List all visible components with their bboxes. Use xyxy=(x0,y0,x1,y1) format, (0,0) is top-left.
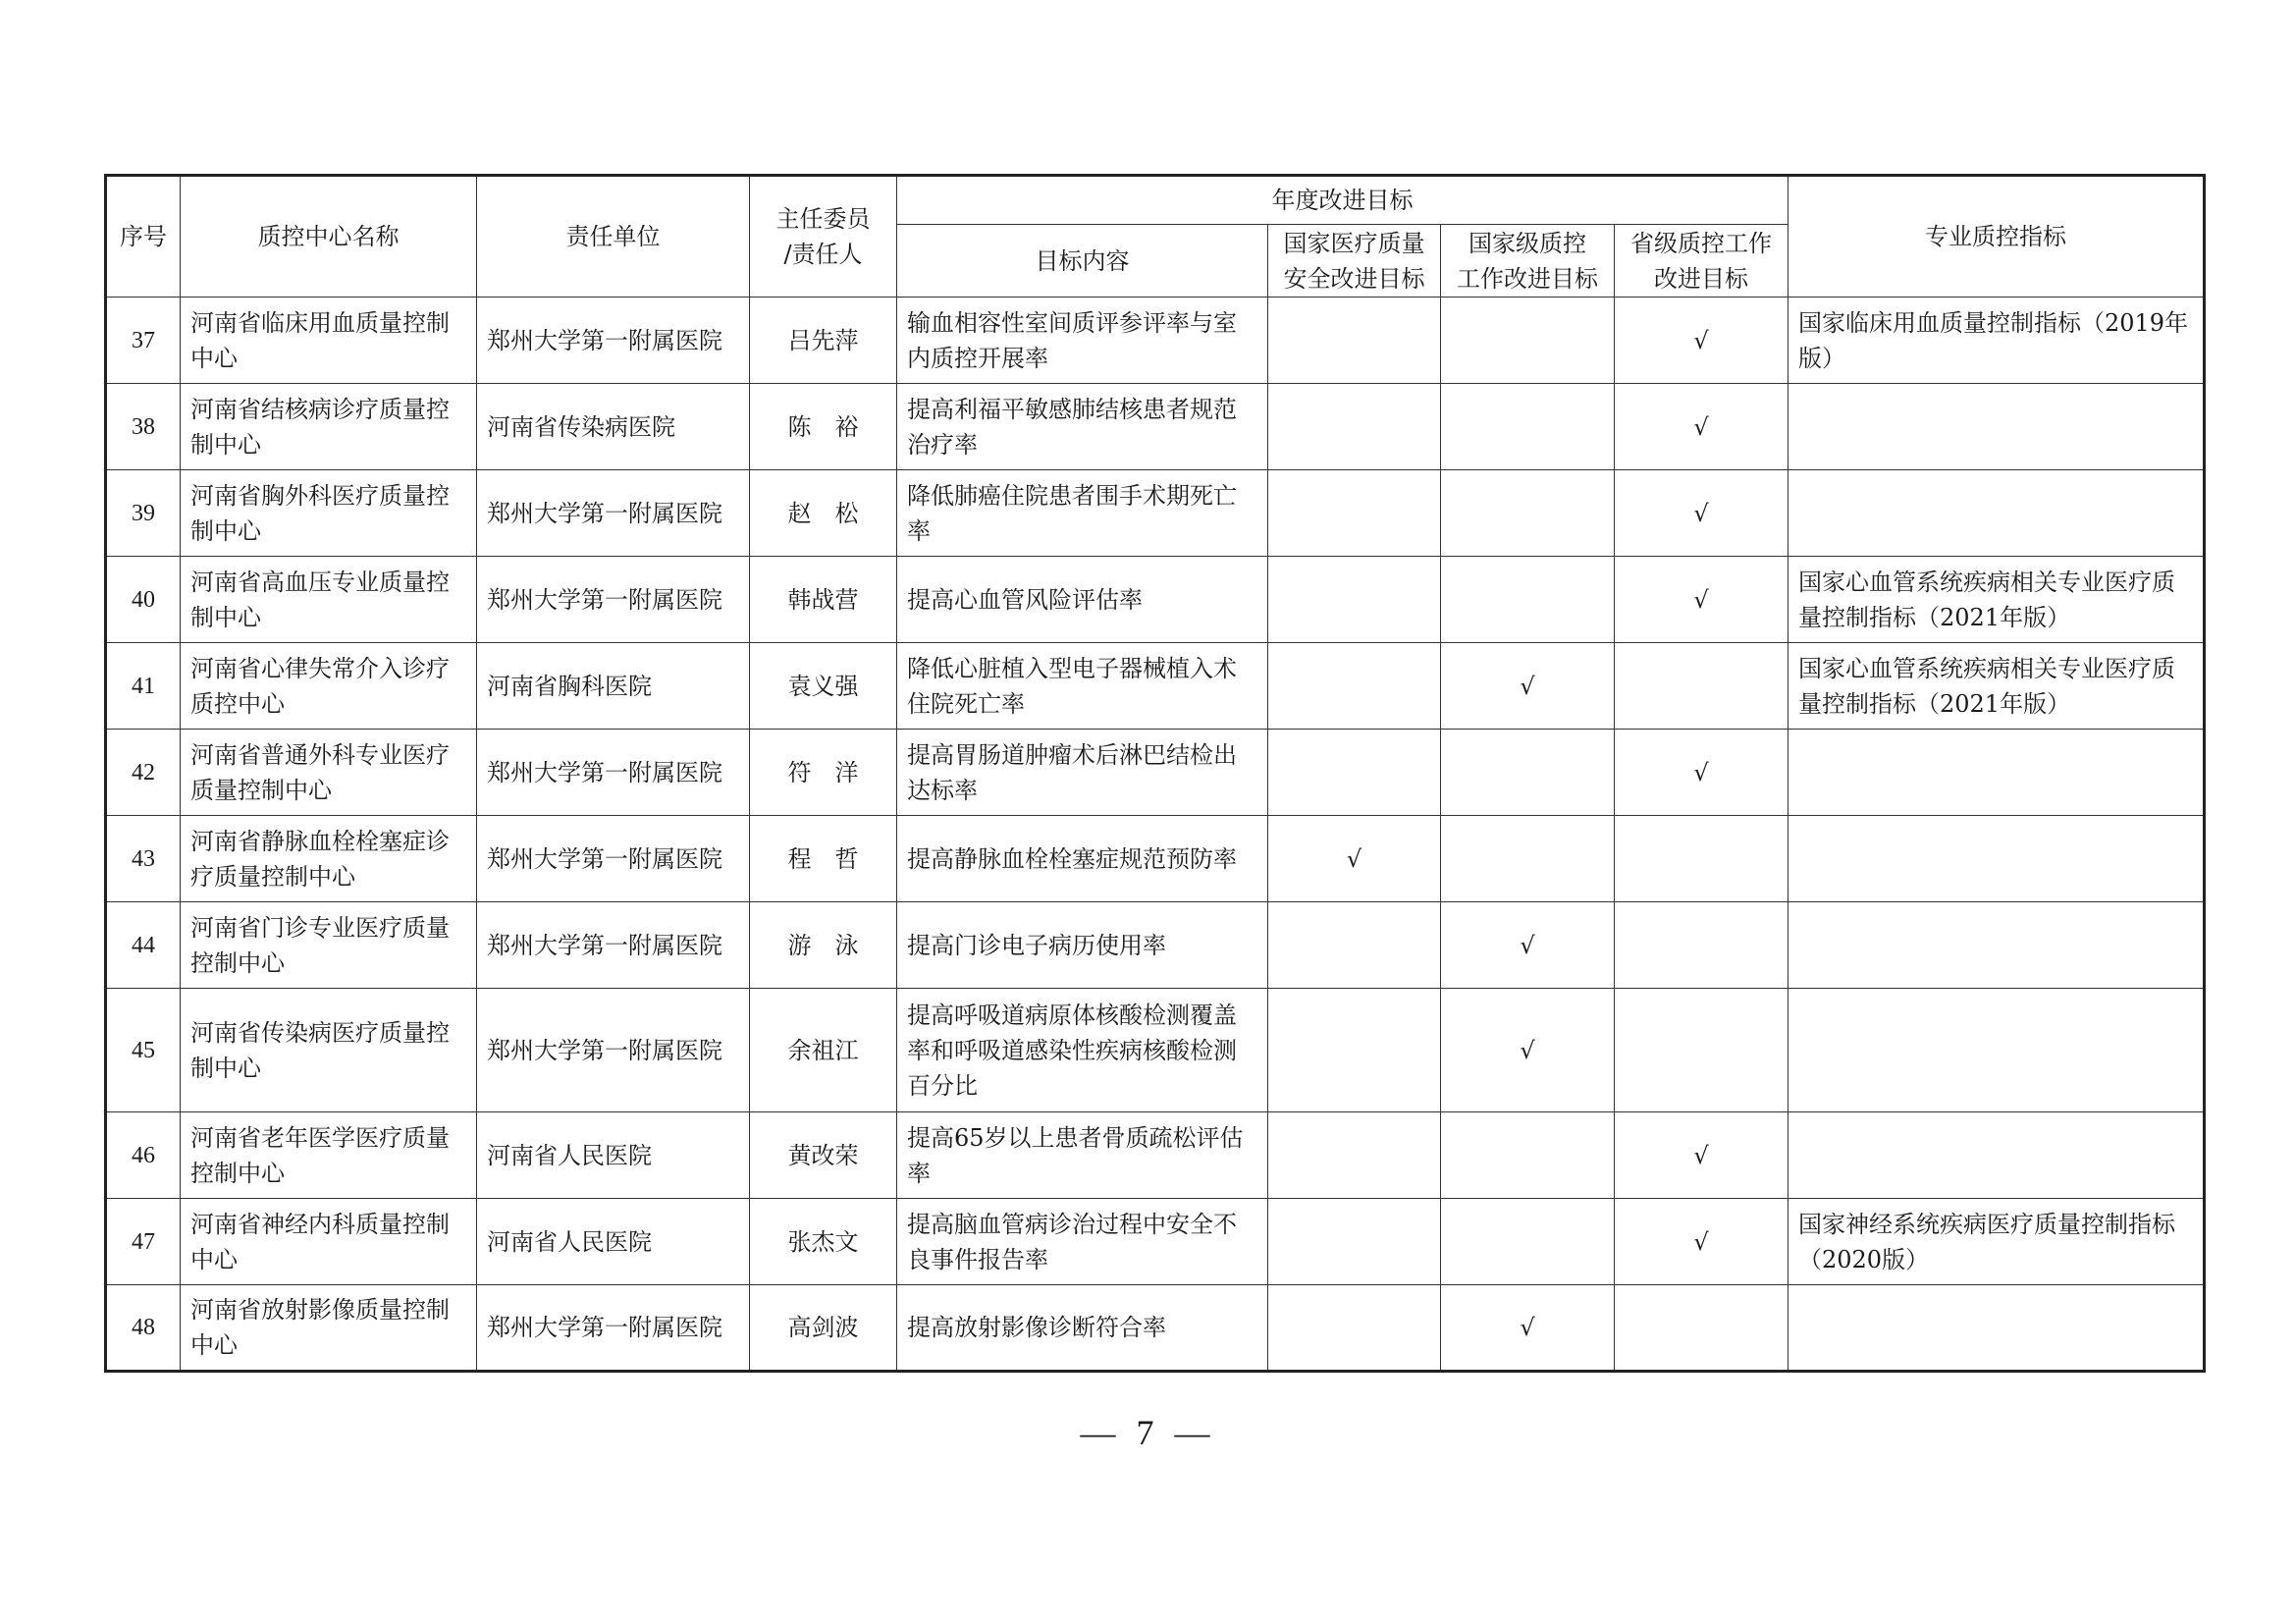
row-provincial-check xyxy=(1615,989,1789,1112)
row-seq: 38 xyxy=(106,384,181,470)
row-provincial-check: √ xyxy=(1615,557,1789,643)
row-unit: 郑州大学第一附属医院 xyxy=(477,557,750,643)
row-goal-content: 提高门诊电子病历使用率 xyxy=(897,902,1268,989)
row-center-name: 河南省普通外科专业医疗质量控制中心 xyxy=(181,730,477,816)
row-unit: 郑州大学第一附属医院 xyxy=(477,470,750,557)
row-seq: 46 xyxy=(106,1112,181,1199)
row-seq: 45 xyxy=(106,989,181,1112)
row-chair: 游 泳 xyxy=(750,902,897,989)
row-goal-content: 提高脑血管病诊治过程中安全不良事件报告率 xyxy=(897,1199,1268,1285)
row-center-name: 河南省临床用血质量控制中心 xyxy=(181,298,477,384)
row-provincial-check xyxy=(1615,1285,1789,1372)
table-row xyxy=(106,1199,2205,1285)
row-chair: 程 哲 xyxy=(750,816,897,902)
row-goal-content: 提高心血管风险评估率 xyxy=(897,557,1268,643)
row-indicator xyxy=(1789,384,2205,470)
table-row xyxy=(106,384,2205,470)
header-indicators: 专业质控指标 xyxy=(1789,176,2205,298)
row-provincial-check: √ xyxy=(1615,1112,1789,1199)
row-indicator xyxy=(1789,816,2205,902)
row-chair: 韩战营 xyxy=(750,557,897,643)
row-national-work-check: √ xyxy=(1441,989,1615,1112)
row-national-work-check xyxy=(1441,730,1615,816)
row-unit: 郑州大学第一附属医院 xyxy=(477,989,750,1112)
row-center-name: 河南省传染病医疗质量控制中心 xyxy=(181,989,477,1112)
row-unit: 郑州大学第一附属医院 xyxy=(477,816,750,902)
row-indicator xyxy=(1789,1285,2205,1372)
row-indicator xyxy=(1789,730,2205,816)
table-row xyxy=(106,643,2205,730)
row-national-safety-check xyxy=(1268,384,1441,470)
row-unit: 郑州大学第一附属医院 xyxy=(477,730,750,816)
row-chair: 符 洋 xyxy=(750,730,897,816)
row-provincial-check xyxy=(1615,902,1789,989)
row-national-safety-check xyxy=(1268,470,1441,557)
table-row xyxy=(106,902,2205,989)
row-seq: 39 xyxy=(106,470,181,557)
row-center-name: 河南省老年医学医疗质量控制中心 xyxy=(181,1112,477,1199)
header-provincial-goal: 省级质控工作 改进目标 xyxy=(1615,225,1789,298)
row-indicator xyxy=(1789,989,2205,1112)
row-center-name: 河南省静脉血栓栓塞症诊疗质量控制中心 xyxy=(181,816,477,902)
header-goal-content: 目标内容 xyxy=(897,225,1268,298)
row-goal-content: 提高放射影像诊断符合率 xyxy=(897,1285,1268,1372)
header-national-work-goal: 国家级质控 工作改进目标 xyxy=(1441,225,1615,298)
row-goal-content: 提高65岁以上患者骨质疏松评估率 xyxy=(897,1112,1268,1199)
row-national-work-check xyxy=(1441,298,1615,384)
row-chair: 吕先萍 xyxy=(750,298,897,384)
row-chair: 张杰文 xyxy=(750,1199,897,1285)
row-goal-content: 降低肺癌住院患者围手术期死亡率 xyxy=(897,470,1268,557)
row-national-work-check xyxy=(1441,816,1615,902)
row-goal-content: 降低心脏植入型电子器械植入术住院死亡率 xyxy=(897,643,1268,730)
table-row xyxy=(106,1285,2205,1372)
row-indicator: 国家神经系统疾病医疗质量控制指标（2020版） xyxy=(1789,1199,2205,1285)
header-national-safety-goal: 国家医疗质量 安全改进目标 xyxy=(1268,225,1441,298)
row-indicator: 国家临床用血质量控制指标（2019年版） xyxy=(1789,298,2205,384)
row-center-name: 河南省神经内科质量控制中心 xyxy=(181,1199,477,1285)
row-national-work-check xyxy=(1441,384,1615,470)
row-unit: 郑州大学第一附属医院 xyxy=(477,1285,750,1372)
row-goal-content: 提高静脉血栓栓塞症规范预防率 xyxy=(897,816,1268,902)
table-row xyxy=(106,557,2205,643)
table-row xyxy=(106,989,2205,1112)
row-center-name: 河南省胸外科医疗质量控制中心 xyxy=(181,470,477,557)
row-provincial-check: √ xyxy=(1615,1199,1789,1285)
row-goal-content: 提高利福平敏感肺结核患者规范治疗率 xyxy=(897,384,1268,470)
row-seq: 37 xyxy=(106,298,181,384)
row-seq: 44 xyxy=(106,902,181,989)
row-chair: 陈 裕 xyxy=(750,384,897,470)
row-goal-content: 输血相容性室间质评参评率与室内质控开展率 xyxy=(897,298,1268,384)
table-row xyxy=(106,816,2205,902)
row-center-name: 河南省门诊专业医疗质量控制中心 xyxy=(181,902,477,989)
row-indicator xyxy=(1789,1112,2205,1199)
row-indicator: 国家心血管系统疾病相关专业医疗质量控制指标（2021年版） xyxy=(1789,557,2205,643)
table-row xyxy=(106,298,2205,384)
row-unit: 郑州大学第一附属医院 xyxy=(477,902,750,989)
row-seq: 42 xyxy=(106,730,181,816)
header-annual-goals: 年度改进目标 xyxy=(897,176,1789,225)
table-header xyxy=(106,176,2205,298)
row-unit: 河南省人民医院 xyxy=(477,1199,750,1285)
row-seq: 40 xyxy=(106,557,181,643)
row-center-name: 河南省心律失常介入诊疗质控中心 xyxy=(181,643,477,730)
row-national-safety-check xyxy=(1268,557,1441,643)
row-seq: 48 xyxy=(106,1285,181,1372)
row-national-work-check: √ xyxy=(1441,643,1615,730)
row-national-work-check: √ xyxy=(1441,902,1615,989)
row-provincial-check: √ xyxy=(1615,470,1789,557)
row-chair: 袁义强 xyxy=(750,643,897,730)
row-national-safety-check xyxy=(1268,989,1441,1112)
row-national-safety-check xyxy=(1268,902,1441,989)
row-indicator: 国家心血管系统疾病相关专业医疗质量控制指标（2021年版） xyxy=(1789,643,2205,730)
row-unit: 河南省胸科医院 xyxy=(477,643,750,730)
row-national-work-check: √ xyxy=(1441,1285,1615,1372)
row-center-name: 河南省高血压专业质量控制中心 xyxy=(181,557,477,643)
row-chair: 黄改荣 xyxy=(750,1112,897,1199)
row-chair: 赵 松 xyxy=(750,470,897,557)
row-unit: 河南省人民医院 xyxy=(477,1112,750,1199)
quality-control-table xyxy=(104,174,2206,1373)
row-goal-content: 提高呼吸道病原体核酸检测覆盖率和呼吸道感染性疾病核酸检测百分比 xyxy=(897,989,1268,1112)
row-seq: 41 xyxy=(106,643,181,730)
row-national-safety-check xyxy=(1268,1199,1441,1285)
row-unit: 河南省传染病医院 xyxy=(477,384,750,470)
row-national-work-check xyxy=(1441,1112,1615,1199)
row-provincial-check xyxy=(1615,816,1789,902)
row-national-work-check xyxy=(1441,557,1615,643)
row-national-safety-check xyxy=(1268,1112,1441,1199)
row-seq: 43 xyxy=(106,816,181,902)
row-national-safety-check: √ xyxy=(1268,816,1441,902)
header-chair: 主任委员 /责任人 xyxy=(750,176,897,298)
page-number: — 7 — xyxy=(1080,1413,1216,1452)
row-national-work-check xyxy=(1441,1199,1615,1285)
row-provincial-check: √ xyxy=(1615,730,1789,816)
row-national-safety-check xyxy=(1268,298,1441,384)
header-responsible-unit: 责任单位 xyxy=(477,176,750,298)
row-chair: 余祖江 xyxy=(750,989,897,1112)
row-chair: 高剑波 xyxy=(750,1285,897,1372)
table-body xyxy=(106,298,2205,1372)
row-national-safety-check xyxy=(1268,643,1441,730)
row-national-work-check xyxy=(1441,470,1615,557)
row-provincial-check: √ xyxy=(1615,298,1789,384)
table-row xyxy=(106,730,2205,816)
row-provincial-check: √ xyxy=(1615,384,1789,470)
row-indicator xyxy=(1789,902,2205,989)
table-row xyxy=(106,1112,2205,1199)
row-center-name: 河南省结核病诊疗质量控制中心 xyxy=(181,384,477,470)
header-center-name: 质控中心名称 xyxy=(181,176,477,298)
row-provincial-check xyxy=(1615,643,1789,730)
header-seq: 序号 xyxy=(106,176,181,298)
row-indicator xyxy=(1789,470,2205,557)
row-center-name: 河南省放射影像质量控制中心 xyxy=(181,1285,477,1372)
row-goal-content: 提高胃肠道肿瘤术后淋巴结检出达标率 xyxy=(897,730,1268,816)
row-seq: 47 xyxy=(106,1199,181,1285)
table-row xyxy=(106,470,2205,557)
row-unit: 郑州大学第一附属医院 xyxy=(477,298,750,384)
row-national-safety-check xyxy=(1268,1285,1441,1372)
row-national-safety-check xyxy=(1268,730,1441,816)
